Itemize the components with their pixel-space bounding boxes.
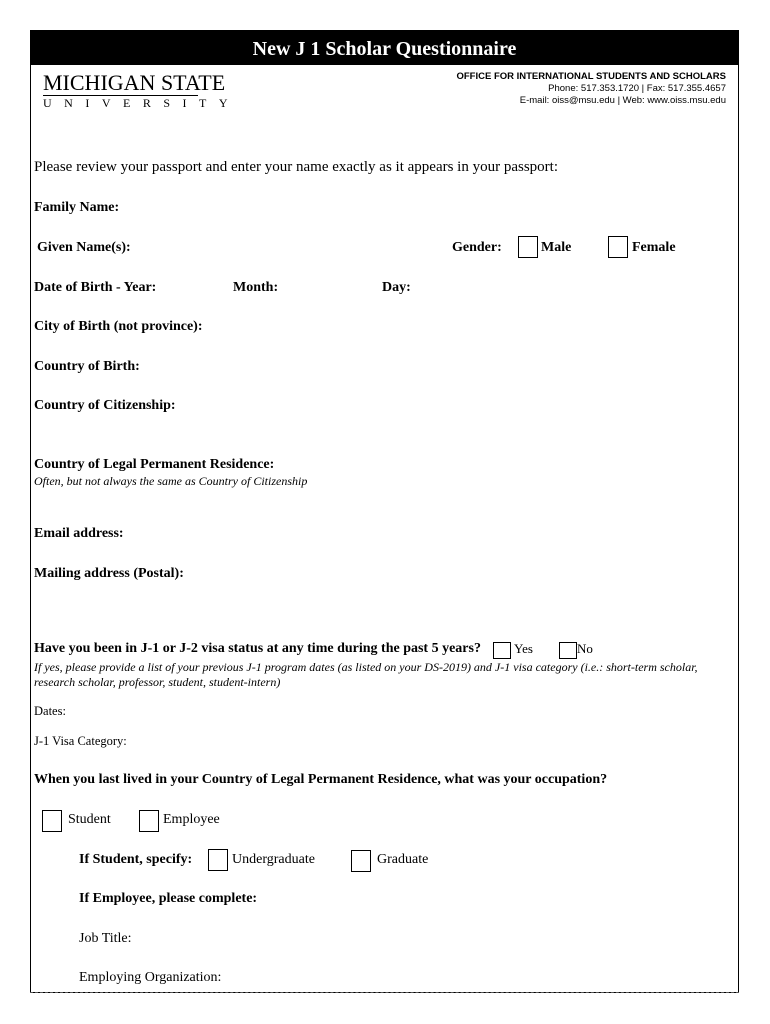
logo-wordmark-bottom: UNIVERSITY [43, 96, 240, 110]
visa-no-checkbox[interactable] [559, 642, 577, 659]
logo-divider [43, 95, 198, 96]
occupation-employee-label: Employee [163, 812, 220, 827]
undergraduate-checkbox[interactable] [208, 849, 228, 871]
msu-logo [43, 72, 240, 110]
gender-female-label: Female [632, 240, 676, 255]
if-employee-label: If Employee, please complete: [79, 891, 258, 906]
form-title: New J 1 Scholar Questionnaire [31, 31, 738, 65]
graduate-label: Graduate [377, 852, 429, 867]
office-name: OFFICE FOR INTERNATIONAL STUDENTS AND SCHOLARS [456, 71, 726, 82]
visa-no-label: No [577, 641, 593, 656]
dob-month-label: Month: [233, 280, 279, 295]
gender-male-checkbox[interactable] [518, 236, 538, 258]
dob-day-label: Day: [382, 280, 411, 295]
country-of-birth-label: Country of Birth: [34, 359, 140, 374]
office-phone-fax: Phone: 517.353.1720 | Fax: 517.355.4657 [548, 83, 726, 94]
office-contact-block [456, 71, 726, 107]
visa-question: Have you been in J-1 or J-2 visa status at any time during the past 5 years? [34, 641, 481, 656]
job-title-label: Job Title: [79, 931, 132, 946]
visa-yes-label: Yes [514, 641, 533, 656]
office-email-web: E-mail: oiss@msu.edu | Web: www.oiss.msu.edu [519, 95, 726, 106]
visa-yes-checkbox[interactable] [493, 642, 511, 659]
occupation-student-checkbox[interactable] [42, 810, 62, 832]
intro-instruction: Please review your passport and enter your name exactly as it appears in your passport: [34, 159, 559, 175]
occupation-employee-checkbox[interactable] [139, 810, 159, 832]
gender-female-checkbox[interactable] [608, 236, 628, 258]
undergraduate-label: Undergraduate [232, 852, 315, 867]
employing-organization-label: Employing Organization: [79, 970, 222, 985]
city-of-birth-label: City of Birth (not province): [34, 319, 203, 334]
occupation-question: When you last lived in your Country of Legal Permanent Residence, what was your occupation? [34, 772, 608, 787]
gender-male-label: Male [541, 240, 572, 255]
visa-dates-label: Dates: [34, 704, 66, 718]
given-names-label: Given Name(s): [37, 240, 131, 255]
dob-year-label: Date of Birth - Year: [34, 280, 157, 295]
country-of-citizenship-label: Country of Citizenship: [34, 398, 176, 413]
country-of-residence-label: Country of Legal Permanent Residence: [34, 457, 275, 472]
mailing-address-label: Mailing address (Postal): [34, 566, 184, 581]
residence-note: Often, but not always the same as Country of Citizenship [34, 474, 308, 488]
family-name-label: Family Name: [34, 200, 120, 215]
graduate-checkbox[interactable] [351, 850, 371, 872]
if-student-label: If Student, specify: [79, 852, 193, 867]
logo-wordmark-top: MICHIGAN STATE [43, 70, 226, 95]
visa-category-label: J-1 Visa Category: [34, 734, 127, 748]
visa-note-line1: If yes, please provide a list of your previous J-1 program dates (as listed on your DS-2019) and J-1 visa category (i.e.: short-term scholar, [34, 660, 698, 674]
visa-note-line2: research scholar, professor, student, student-intern) [34, 675, 281, 689]
email-label: Email address: [34, 526, 124, 541]
gender-label: Gender: [452, 240, 502, 255]
page-bottom-edge [30, 992, 739, 993]
occupation-student-label: Student [68, 812, 111, 827]
